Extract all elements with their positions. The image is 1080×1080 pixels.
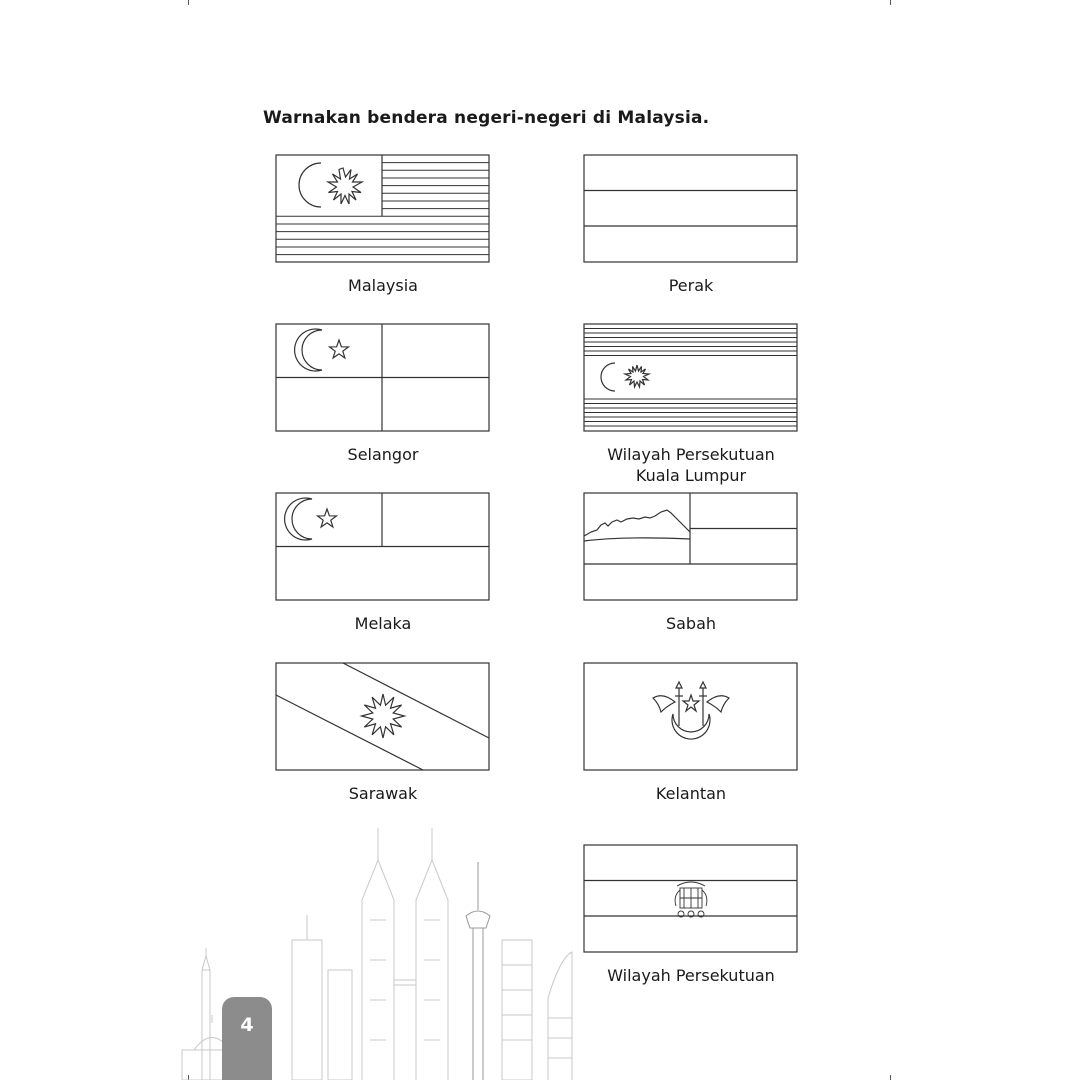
selangor-flag-icon [275,323,491,433]
flag-card-perak [583,154,799,296]
flag-card-selangor [275,323,491,465]
background-buildings [292,915,532,1080]
crop-mark [890,0,891,5]
flag-label: Kelantan [655,784,727,803]
flag-card-kelantan [583,662,799,804]
malaysia-flag-icon [275,154,491,264]
flag-label: Sarawak [348,784,418,803]
flag-card-wilayah-persekutuan [583,844,799,986]
flag-label: Selangor [347,445,419,464]
flag-label: Wilayah Persekutuan Kuala Lumpur [607,445,775,485]
flag-card-kuala-lumpur [583,323,799,486]
flag-card-sabah [583,492,799,634]
flag-label: Sabah [665,614,717,633]
kuala-lumpur-flag-icon [583,323,799,433]
crop-mark [188,0,189,5]
kelantan-flag-icon [583,662,799,772]
flag-card-malaysia [275,154,491,296]
kl-tower-illustration [466,862,490,1080]
flag-label: Wilayah Persekutuan [607,966,775,985]
wilayah-persekutuan-flag-icon [583,844,799,954]
page-number-badge [222,997,272,1080]
flag-card-sarawak [275,662,491,804]
page-number: 4 [240,1014,254,1036]
sarawak-flag-icon [275,662,491,772]
flag-label: Malaysia [348,276,418,295]
flag-card-melaka [275,492,491,634]
melaka-flag-icon [275,492,491,602]
curved-tower-illustration [548,952,572,1080]
perak-flag-icon [583,154,799,264]
petronas-towers-illustration [362,828,448,1080]
instruction-heading: Warnakan bendera negeri-negeri di Malaysia. [263,108,710,128]
crop-mark [890,1075,891,1080]
flag-label: Perak [668,276,714,295]
sabah-flag-icon [583,492,799,602]
flag-label: Melaka [354,614,412,633]
